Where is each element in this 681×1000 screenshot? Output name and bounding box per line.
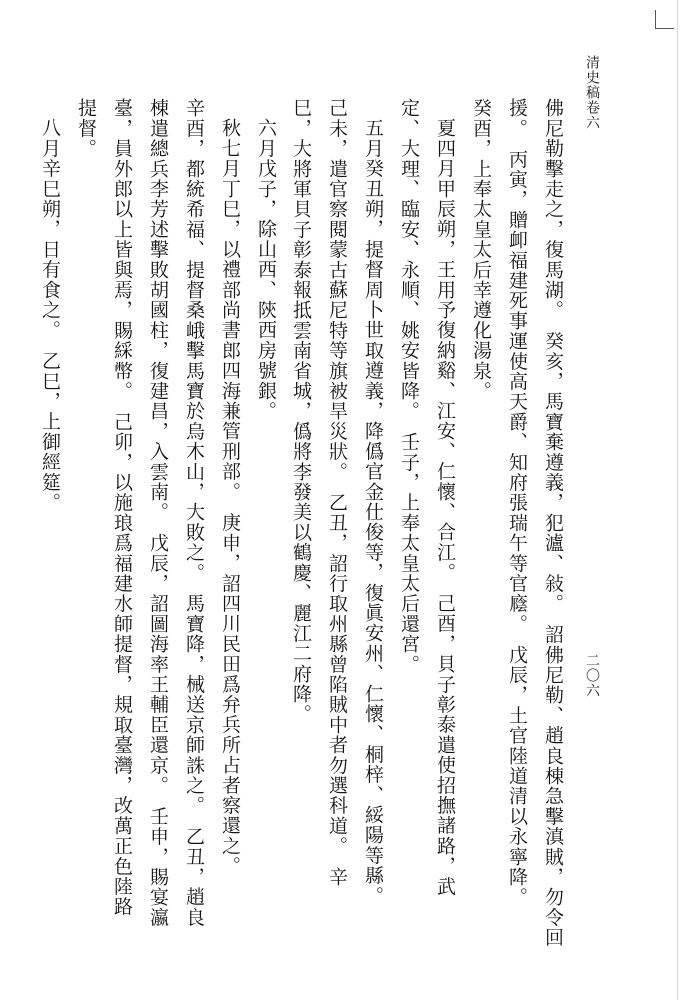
text-column: 臺，員外郎以上皆與焉，賜綵幣。 己卯，以施琅爲福建水師提督，規取臺灣，改萬正色陸路 xyxy=(111,98,133,917)
text-column: 佛尼勒擊走之，復馬湖。 癸亥，馬寶棄遵義，犯瀘、敍。 詔佛尼勒、趙良棟急擊滇賊，勿令回 xyxy=(542,98,564,948)
text-column: 夏四月甲辰朔，王用予復納谿、江安、仁懷、合江。 己酉，貝子彰泰遣使招撫諸路，武 xyxy=(434,118,456,897)
text-column: 癸酉，上奉太皇太后幸遵化湯泉。 xyxy=(470,98,492,401)
text-column: 巳，大將軍貝子彰泰報抵雲南省城，僞將李發美以鶴慶、麗江二府降。 xyxy=(290,98,312,725)
text-column: 定、大理、臨安、永順、姚安皆降。 壬子，上奉太皇太后還宮。 xyxy=(398,98,420,675)
running-title: 清史稿卷六 xyxy=(584,55,600,130)
text-column: 辛酉，都統希福、提督桑峨擊馬寶於烏木山，大敗之。 馬寶降，械送京師誅之。 乙丑，趙良 xyxy=(183,98,205,928)
text-column: 秋七月丁巳，以禮部尚書郎四海兼管刑部。 庚申，詔四川民田爲弁兵所占者察還之。 xyxy=(219,118,241,877)
page-number: 二〇六 xyxy=(584,653,600,698)
text-column: 五月癸丑朔，提督周卜世取遵義，降僞官金仕俊等，復眞安州、仁懷、桐梓、綏陽等縣。 xyxy=(362,118,384,906)
page-edge xyxy=(677,0,678,1000)
text-column: 八月辛巳朔，日有食之。 乙巳，上御經筵。 xyxy=(39,118,61,513)
corner-mark xyxy=(655,10,674,29)
text-column: 六月戊子，除山西、陝西房號銀。 xyxy=(255,118,277,421)
text-column: 棟遣總兵李芳述擊敗胡國柱，復建昌，入雲南。 戊辰，詔圖海率王輔臣還京。 壬申，賜宴瀛 xyxy=(147,98,169,928)
text-column: 提督。 xyxy=(75,98,97,159)
text-column: 己未，遣官察閱蒙古蘇尼特等旗被旱災狀。 乙丑，詔行取州縣曾陷賊中者勿選科道。 辛 xyxy=(326,98,348,887)
text-column: 援。 丙寅，贈卹福建死事運使高天爵、知府張瑞午等官廕。 戊辰，土官陸道清以永寧降。 xyxy=(506,98,528,908)
